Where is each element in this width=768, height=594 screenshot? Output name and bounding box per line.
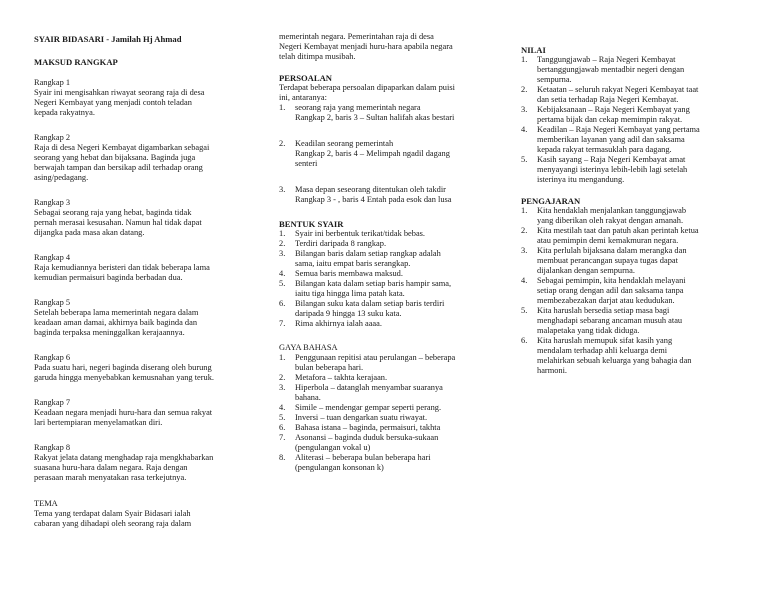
list-number: 3.: [279, 249, 286, 258]
list-item-line: kepada rakyat termasuklah para dagang.: [537, 145, 672, 154]
column-left: [34, 34, 254, 529]
list-item-line: dan setia terhadap Raja Negeri Kembayat.: [537, 95, 679, 104]
list-number: 4.: [279, 269, 286, 278]
list-number: 2.: [279, 373, 286, 382]
list-number: 6.: [521, 336, 528, 345]
list-item-line: Terdiri daripada 8 rangkap.: [295, 239, 387, 248]
tema-heading: TEMA: [34, 499, 58, 508]
list-item-line: membezabezakan darjat atau kedudukan.: [537, 296, 675, 305]
gaya-item: [279, 433, 491, 453]
bentuk-item: [279, 279, 491, 299]
rangkap-line: lari bertempiaran menyelamatkan diri.: [34, 418, 163, 427]
list-item-line: harmoni.: [537, 366, 568, 375]
list-number: 4.: [521, 276, 528, 285]
rangkap-line: pernah merasai kesusahan. Namun hal tidak dapat: [34, 218, 202, 227]
list-number: 6.: [279, 423, 286, 432]
rangkap-line: kemudian permaisuri baginda berbadan dua.: [34, 273, 183, 282]
list-number: 3.: [521, 105, 528, 114]
rangkap-line: Syair ini mengisahkan riwayat seorang raja di desa: [34, 88, 205, 97]
nilai-item: [521, 105, 743, 125]
list-number: 2.: [279, 239, 286, 248]
rangkap-block: [34, 253, 254, 283]
persoalan-list: [279, 103, 491, 205]
persoalan-heading: PERSOALAN: [279, 73, 333, 83]
list-item-line: Keadilan – Raja Negeri Kembayat yang pertama: [537, 125, 700, 134]
list-number: 4.: [521, 125, 528, 134]
gaya-item: [279, 373, 491, 383]
list-item-line: setiap orang dengan adil dan saksama tanpa: [537, 286, 684, 295]
list-item-line: Kita perlulah bijaksana dalam merangka dan: [537, 246, 687, 255]
list-item-line: Semua baris membawa maksud.: [295, 269, 403, 278]
list-number: 8.: [279, 453, 286, 462]
rangkap-line: Setelah beberapa lama memerintah negara dalam: [34, 308, 199, 317]
rangkap-line: kepada rakyatnya.: [34, 108, 95, 117]
list-item-line: dijalankan dengan sempurna.: [537, 266, 635, 275]
rangkap-line: Negeri Kembayat yang menjadi contoh teladan: [34, 98, 192, 107]
list-number: 5.: [521, 155, 528, 164]
tema-line: memerintah negara. Pemerintahan raja di desa: [279, 32, 434, 41]
rangkap-label: Rangkap 8: [34, 443, 71, 452]
rangkap-label: Rangkap 7: [34, 398, 71, 407]
rangkap-block: [34, 298, 254, 338]
tema-line: Negeri Kembayat menjadi huru-hara apabila negara: [279, 42, 453, 51]
list-item-line: pertama bijak dan cekap memimpin rakyat.: [537, 115, 683, 124]
rangkap-block: [34, 133, 254, 183]
list-number: 1.: [279, 103, 286, 112]
rangkap-line: Raja kemudiannya beristeri dan tidak beberapa lama: [34, 263, 210, 272]
rangkap-label: Rangkap 5: [34, 298, 71, 307]
rangkap-line: Pada suatu hari, negeri baginda diserang oleh burung: [34, 363, 212, 372]
list-item-line: malapetaka yang tidak diduga.: [537, 326, 640, 335]
rangkap-label: Rangkap 4: [34, 253, 71, 262]
list-item-line: Rangkap 3 - , baris 4 Entah pada esok dan lusa: [295, 195, 452, 204]
pengajaran-item: [521, 246, 743, 276]
rangkap-label: Rangkap 2: [34, 133, 71, 142]
gaya-heading: GAYA BAHASA: [279, 343, 338, 352]
list-number: 1.: [521, 206, 528, 215]
tema-line: cabaran yang dihadapi oleh seorang raja dalam: [34, 519, 192, 528]
list-number: 2.: [279, 139, 286, 148]
rangkap-line: seorang yang hebat dan bijaksana. Baginda juga: [34, 153, 196, 162]
list-item-line: Hiperbola – datanglah menyambar suaranya: [295, 383, 443, 392]
list-item-line: bulan beberapa hari.: [295, 363, 364, 372]
persoalan-item: [279, 185, 491, 205]
rangkap-list: [34, 78, 254, 483]
persoalan-item: [279, 139, 491, 169]
gaya-item: [279, 403, 491, 413]
bentuk-item: [279, 299, 491, 319]
rangkap-label: Rangkap 6: [34, 353, 71, 362]
list-item-line: membuat perancangan supaya tugas dapat: [537, 256, 678, 265]
column-middle: [279, 32, 491, 473]
list-item-line: Ketaatan – seluruh rakyat Negeri Kembayat taat: [537, 85, 699, 94]
list-item-line: daripada 9 hingga 13 suku kata.: [295, 309, 402, 318]
list-item-line: Asonansi – baginda duduk bersuka-sukaan: [295, 433, 439, 442]
list-item-line: mendalam terhadap ahli keluarga demi: [537, 346, 668, 355]
gaya-item: [279, 413, 491, 423]
persoalan-intro: [279, 83, 491, 103]
maksud-heading: MAKSUD RANGKAP: [34, 57, 118, 67]
list-item-line: Metafora – takhta kerajaan.: [295, 373, 388, 382]
list-item-line: seorang raja yang memerintah negara: [295, 103, 421, 112]
gaya-list: [279, 353, 491, 473]
list-item-line: yang diberikan oleh rakyat dengan amanah.: [537, 216, 684, 225]
bentuk-item: [279, 239, 491, 249]
list-item-line: bahana.: [295, 393, 321, 402]
list-number: 1.: [279, 353, 286, 362]
list-item-line: senteri: [295, 159, 318, 168]
list-number: 1.: [521, 55, 528, 64]
rangkap-block: [34, 443, 254, 483]
rangkap-line: garuda hingga menyebabkan kemusnahan yang teruk.: [34, 373, 215, 382]
rangkap-line: Raja di desa Negeri Kembayat digambarkan sebagai: [34, 143, 210, 152]
list-number: 7.: [279, 319, 286, 328]
list-number: 1.: [279, 229, 286, 238]
rangkap-line: keadaan aman damai, akhirnya baik baginda dan: [34, 318, 198, 327]
list-item-line: Masa depan seseorang ditentukan oleh takdir: [295, 185, 446, 194]
list-item-line: Kita haruslah bersedia setiap masa bagi: [537, 306, 670, 315]
persoalan-intro-line: ini, antaranya:: [279, 93, 327, 102]
list-number: 5.: [279, 413, 286, 422]
rangkap-line: Sebagai seorang raja yang hebat, baginda tidak: [34, 208, 192, 217]
list-item-line: Sebagai pemimpin, kita hendaklah melayani: [537, 276, 686, 285]
list-item-line: Kita haruslah memupuk sifat kasih yang: [537, 336, 673, 345]
list-number: 7.: [279, 433, 286, 442]
rangkap-line: Keadaan negara menjadi huru-hara dan semua rakyat: [34, 408, 213, 417]
pengajaran-item: [521, 306, 743, 336]
pengajaran-item: [521, 206, 743, 226]
pengajaran-item: [521, 336, 743, 376]
nilai-item: [521, 55, 743, 85]
pengajaran-item: [521, 226, 743, 246]
gaya-item: [279, 383, 491, 403]
list-item-line: isterinya itu mengandung.: [537, 175, 625, 184]
list-item-line: Keadilan seorang pemerintah: [295, 139, 394, 148]
rangkap-block: [34, 353, 254, 383]
bentuk-item: [279, 319, 491, 329]
nilai-heading: NILAI: [521, 45, 546, 55]
persoalan-item: [279, 103, 491, 123]
list-item-line: (pengulangan konsonan k): [295, 463, 384, 472]
list-item-line: Bilangan suku kata dalam setiap baris terdiri: [295, 299, 445, 308]
list-number: 2.: [521, 226, 528, 235]
nilai-list: [521, 55, 743, 185]
list-item-line: Penggunaan repitisi atau perulangan – beberapa: [295, 353, 456, 362]
list-item-line: Syair ini berbentuk terikat/tidak bebas.: [295, 229, 426, 238]
pengajaran-list: [521, 206, 743, 376]
list-item-line: Rima akhirnya ialah aaaa.: [295, 319, 382, 328]
list-number: 3.: [521, 246, 528, 255]
rangkap-label: Rangkap 1: [34, 78, 71, 87]
list-number: 5.: [521, 306, 528, 315]
nilai-item: [521, 85, 743, 105]
gaya-item: [279, 423, 491, 433]
rangkap-line: perasaan marah menyatakan rasa terkejutnya.: [34, 473, 187, 482]
rangkap-line: asing/pedagang.: [34, 173, 89, 182]
list-item-line: Aliterasi – beberapa bulan beberapa hari: [295, 453, 431, 462]
list-item-line: Bilangan kata dalam setiap baris hampir sama,: [295, 279, 452, 288]
rangkap-line: suasana huru-hara dalam negara. Raja dengan: [34, 463, 188, 472]
list-item-line: sempurna.: [537, 75, 572, 84]
rangkap-label: Rangkap 3: [34, 198, 71, 207]
list-number: 6.: [279, 299, 286, 308]
list-item-line: melahirkan sebuah keluarga yang bahagia dan: [537, 356, 692, 365]
list-item-line: Kebijaksanaan – Raja Negeri Kembayat yang: [537, 105, 690, 114]
list-item-line: Kita hendaklah menjalankan tanggungjawab: [537, 206, 687, 215]
list-item-line: memberikan layanan yang adil dan saksama: [537, 135, 685, 144]
tema-continued-text: [279, 32, 491, 62]
rangkap-line: Rakyat jelata datang menghadap raja mengkhabarkan: [34, 453, 214, 462]
list-item-line: Kita mestilah taat dan patuh akan perintah ketua: [537, 226, 699, 235]
persoalan-intro-line: Terdapat beberapa persoalan dipaparkan dalam puisi: [279, 83, 455, 92]
list-number: 3.: [279, 185, 286, 194]
list-item-line: Bahasa istana – baginda, permaisuri, takhta: [295, 423, 441, 432]
bentuk-item: [279, 229, 491, 239]
gaya-item: [279, 453, 491, 473]
bentuk-list: [279, 229, 491, 329]
tema-line: telah ditimpa musibah.: [279, 52, 356, 61]
bentuk-item: [279, 269, 491, 279]
list-item-line: sama, iaitu empat baris serangkap.: [295, 259, 411, 268]
pengajaran-item: [521, 276, 743, 306]
column-right: [521, 45, 743, 376]
list-number: 2.: [521, 85, 528, 94]
list-item-line: iaitu tiga hingga lima patah kata.: [295, 289, 405, 298]
pengajaran-heading: PENGAJARAN: [521, 196, 581, 206]
bentuk-heading: BENTUK SYAIR: [279, 219, 344, 229]
nilai-item: [521, 125, 743, 155]
rangkap-block: [34, 78, 254, 118]
list-item-line: menghadapi sebarang ancaman musuh atau: [537, 316, 683, 325]
list-item-line: bertanggungjawab mentadbir negeri dengan: [537, 65, 685, 74]
tema-text: [34, 509, 254, 529]
list-item-line: atau pemimpin demi kemakmuran negara.: [537, 236, 679, 245]
list-item-line: Rangkap 2, baris 4 – Melimpah ngadil dagang: [295, 149, 450, 158]
tema-line: Tema yang terdapat dalam Syair Bidasari ialah: [34, 509, 191, 518]
document-title: SYAIR BIDASARI - Jamilah Hj Ahmad: [34, 34, 182, 44]
list-item-line: Kasih sayang – Raja Negeri Kembayat amat: [537, 155, 686, 164]
list-item-line: Simile – mendengar gempar seperti perang.: [295, 403, 442, 412]
rangkap-block: [34, 198, 254, 238]
list-item-line: (pengulangan vokal u): [295, 443, 371, 452]
list-number: 5.: [279, 279, 286, 288]
list-item-line: Bilangan baris dalam setiap rangkap adalah: [295, 249, 441, 258]
rangkap-block: [34, 398, 254, 428]
rangkap-line: baginda terpaksa meninggalkan kerajaannya.: [34, 328, 185, 337]
bentuk-item: [279, 249, 491, 269]
rangkap-line: dijangka pada masa akan datang.: [34, 228, 145, 237]
list-number: 4.: [279, 403, 286, 412]
list-number: 3.: [279, 383, 286, 392]
list-item-line: Tanggungjawab – Raja Negeri Kembayat: [537, 55, 676, 64]
list-item-line: menyayangi isterinya lebih-lebih lagi setelah: [537, 165, 688, 174]
rangkap-line: berwajah tampan dan bersikap adil terhadap orang: [34, 163, 203, 172]
list-item-line: Inversi – tuan dengarkan suatu riwayat.: [295, 413, 428, 422]
nilai-item: [521, 155, 743, 185]
gaya-item: [279, 353, 491, 373]
list-item-line: Rangkap 2, baris 3 – Sultan halifah akas bestari: [295, 113, 455, 122]
